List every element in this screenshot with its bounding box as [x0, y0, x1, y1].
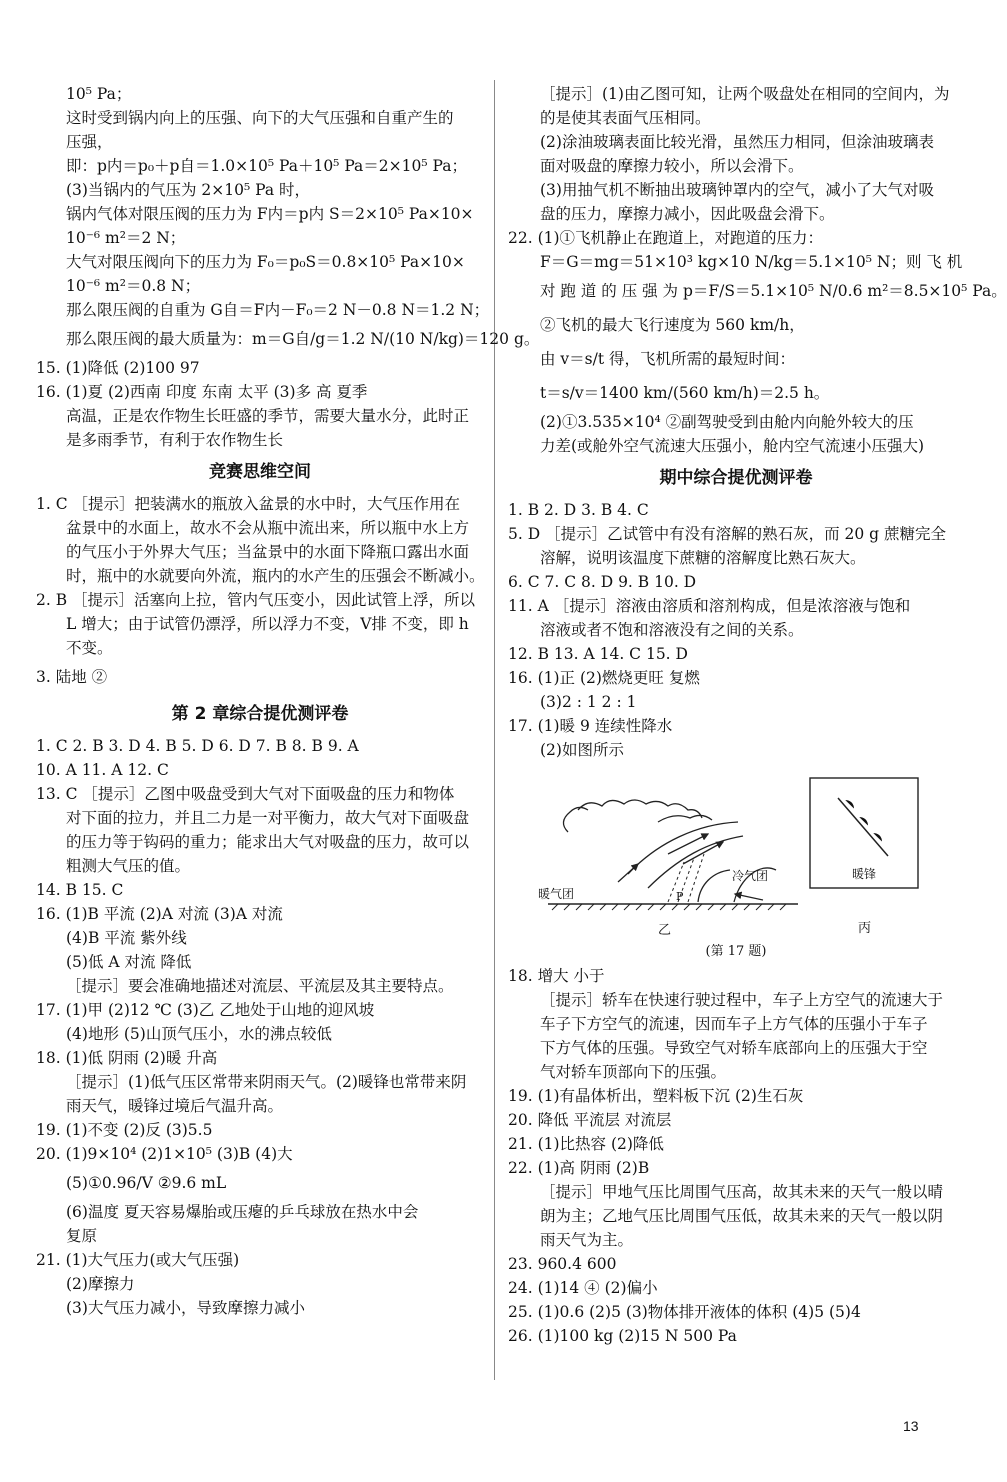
- answer-line: 的压力等于钩码的重力；能求出大气对吸盘的压力，故可以: [66, 833, 470, 851]
- weather-front-diagram: [508, 762, 964, 940]
- answer-line: 朗为主；乙地气压比周围气压低，故其未来的天气一般以阴: [540, 1207, 944, 1225]
- answer-line: 雨天气为主。: [540, 1231, 634, 1249]
- answer-line: 17. (1)暖 9 连续性降水: [508, 717, 673, 735]
- answer-line: 21. (1)大气压力(或大气压强): [36, 1251, 240, 1269]
- answer-line: 16. (1)B 平流 (2)A 对流 (3)A 对流: [36, 905, 283, 923]
- answer-line: 那么限压阀的自重为 G自＝F内－F₀＝2 N－0.8 N＝1.2 N；: [66, 301, 490, 319]
- answer-line: 由 v＝s/t 得，飞机所需的最短时间：: [540, 350, 796, 368]
- answer-line: 对下面的拉力，并且二力是一对平衡力，故大气对下面吸盘: [66, 809, 470, 827]
- answer-line: 压强，: [66, 133, 113, 151]
- answer-line: 车子下方空气的流速，因而车子上方气体的压强小于车子: [540, 1015, 928, 1033]
- answer-line: 1. C 2. B 3. D 4. B 5. D 6. D 7. B 8. B 9. A: [36, 737, 359, 755]
- answer-line: (2)①3.535×10⁴ ②副驾驶受到由舱内向舱外较大的压: [540, 413, 914, 431]
- answer-line: 20. 降低 平流层 对流层: [508, 1111, 672, 1129]
- answer-line: 11. A ［提示］溶液由溶质和溶剂构成，但是浓溶液与饱和: [508, 597, 911, 615]
- answer-line: 盆景中的水面上，故水不会从瓶中流出来，所以瓶中水上方: [66, 519, 470, 537]
- left-column: [36, 82, 540, 1320]
- answer-line: (5)①0.96/V ②9.6 mL: [66, 1174, 227, 1192]
- label-figure-yi: 乙: [658, 923, 672, 938]
- answer-line: 1. B 2. D 3. B 4. C: [508, 501, 649, 519]
- page-number: 13: [903, 1418, 919, 1434]
- answer-line: 12. B 13. A 14. C 15. D: [508, 645, 688, 663]
- answer-line: 这时受到锅内向上的压强、向下的大气压强和自重产生的: [66, 109, 454, 127]
- answer-line: 18. (1)低 阴雨 (2)暖 升高: [36, 1049, 218, 1067]
- label-figure-bing: 丙: [858, 921, 872, 936]
- answer-line: ［提示］要会准确地描述对流层、平流层及其主要特点。: [66, 977, 454, 995]
- answer-line: 面对吸盘的摩擦力较小，所以会滑下。: [540, 157, 804, 175]
- figure-caption: (第 17 题): [705, 944, 767, 959]
- answer-line: ［提示］甲地气压比周围气压高，故其未来的天气一般以晴: [540, 1183, 944, 1201]
- answer-line: 22. (1)高 阴雨 (2)B: [508, 1159, 650, 1177]
- label-cold-air-mass: 冷气团: [732, 869, 769, 883]
- answer-line: (2)摩擦力: [66, 1275, 135, 1293]
- answer-line: 3. 陆地 ②: [36, 668, 108, 686]
- answer-line: 10⁻⁶ m²＝0.8 N；: [66, 277, 201, 295]
- answer-line: 16. (1)夏 (2)西南 印度 东南 太平 (3)多 高 夏季: [36, 383, 368, 401]
- answer-line: 不变。: [66, 639, 113, 657]
- section-heading: 第 2 章综合提优测评卷: [171, 704, 349, 724]
- answer-line: (3)大气压力减小，导致摩擦力减小: [66, 1299, 305, 1317]
- answer-line: 力差(或舱外空气流速大压强小，舱内空气流速小压强大): [540, 437, 925, 455]
- answer-line: (6)温度 夏天容易爆胎或压瘪的乒乓球放在热水中会: [66, 1203, 419, 1221]
- weather-front-figure: [508, 762, 964, 940]
- section-heading-midterm: 期中综合提优测评卷: [659, 468, 813, 488]
- right-column: [508, 82, 1007, 1348]
- answer-line: ［提示］(1)由乙图可知，让两个吸盘处在相同的空间内，为: [540, 85, 950, 103]
- answer-line: 是多雨季节，有利于农作物生长: [66, 431, 284, 449]
- answer-line: 大气对限压阀向下的压力为 F₀＝p₀S＝0.8×10⁵ Pa×10×: [66, 253, 465, 271]
- answer-line: 即：p内＝p₀＋p自＝1.0×10⁵ Pa＋10⁵ Pa＝2×10⁵ Pa；: [66, 157, 467, 175]
- answer-line: (3)2 : 1 2 : 1: [540, 693, 637, 711]
- answer-line: (5)低 A 对流 降低: [66, 953, 192, 971]
- answer-line: 复原: [66, 1227, 98, 1245]
- answer-line: 粗测大气压的值。: [66, 857, 191, 875]
- answer-line: 15. (1)降低 (2)100 97: [36, 359, 200, 377]
- answer-line: F＝G＝mg＝51×10³ kg×10 N/kg＝5.1×10⁵ N；则 飞 机: [540, 253, 963, 271]
- answer-line: 26. (1)100 kg (2)15 N 500 Pa: [508, 1327, 737, 1345]
- answer-line: 气对轿车顶部向下的压强。: [540, 1063, 727, 1081]
- answer-line: 22. (1)①飞机静止在跑道上，对跑道的压力：: [508, 229, 824, 247]
- right-bottom-block: [508, 964, 964, 1348]
- answer-line: 10⁻⁶ m²＝2 N；: [66, 229, 186, 247]
- answer-line: 18. 增大 小于: [508, 967, 605, 985]
- answer-line: (2)涂油玻璃表面比较光滑，虽然压力相同，但涂油玻璃表: [540, 133, 934, 151]
- answer-line: 24. (1)14 ④ (2)偏小: [508, 1279, 658, 1297]
- answer-line: 溶液或者不饱和溶液没有之间的关系。: [540, 621, 804, 639]
- answer-line: 的气压小于外界大气压；当盆景中的水面下降瓶口露出水面: [66, 543, 470, 561]
- answer-line: t＝s/v＝1400 km/(560 km/h)＝2.5 h。: [540, 384, 830, 402]
- answer-line: 对 跑 道 的 压 强 为 p＝F/S＝5.1×10⁵ N/0.6 m²＝8.5×10⁵ Pa。: [540, 282, 1007, 300]
- answer-line: (2)如图所示: [540, 741, 624, 759]
- answer-line: (4)B 平流 紫外线: [66, 929, 187, 947]
- answer-line: 21. (1)比热容 (2)降低: [508, 1135, 664, 1153]
- label-point-p: P: [676, 890, 684, 903]
- answer-line: 雨天气，暖锋过境后气温升高。: [66, 1097, 284, 1115]
- answer-line: 的是使其表面气压相同。: [540, 109, 711, 127]
- section-heading: 竞赛思维空间: [209, 462, 311, 482]
- answer-line: 17. (1)甲 (2)12 ℃ (3)乙 乙地处于山地的迎风坡: [36, 1001, 375, 1019]
- answer-line: L 增大；由于试管仍漂浮，所以浮力不变，V排 不变，即 h: [66, 615, 469, 633]
- answer-line: 25. (1)0.6 (2)5 (3)物体排开液体的体积 (4)5 (5)4: [508, 1303, 861, 1321]
- answer-line: 6. C 7. C 8. D 9. B 10. D: [508, 573, 697, 591]
- answer-line: 14. B 15. C: [36, 881, 124, 899]
- answer-line: (3)用抽气机不断抽出玻璃钟罩内的空气，减小了大气对吸: [540, 181, 934, 199]
- answer-line: 19. (1)不变 (2)反 (3)5.5: [36, 1121, 213, 1139]
- answer-line: 溶解，说明该温度下蔗糖的溶解度比熟石灰大。: [540, 549, 866, 567]
- answer-line: 20. (1)9×10⁴ (2)1×10⁵ (3)B (4)大: [36, 1145, 293, 1163]
- answer-line: 高温，正是农作物生长旺盛的季节，需要大量水分，此时正: [66, 407, 470, 425]
- answer-line: ［提示］(1)低气压区常带来阴雨天气。(2)暖锋也常带来阴: [66, 1073, 467, 1091]
- answer-line: (4)地形 (5)山顶气压小，水的沸点较低: [66, 1025, 332, 1043]
- label-warm-air-mass: 暖气团: [538, 887, 575, 901]
- answer-line: 下方气体的压强。导致空气对轿车底部向上的压强大于空: [540, 1039, 928, 1057]
- answer-line: 那么限压阀的最大质量为：m＝G自/g＝1.2 N/(10 N/kg)＝120 g。: [66, 330, 540, 348]
- answer-line: (3)当锅内的气压为 2×10⁵ Pa 时，: [66, 181, 310, 199]
- answer-line: 16. (1)正 (2)燃烧更旺 复燃: [508, 669, 700, 687]
- answer-line: 13. C ［提示］乙图中吸盘受到大气对下面吸盘的压力和物体: [36, 785, 455, 803]
- right-top-block: [508, 82, 1007, 458]
- answer-line: 锅内气体对限压阀的压力为 F内＝p内 S＝2×10⁵ Pa×10×: [66, 205, 474, 223]
- right-mid-block: [508, 498, 964, 762]
- answer-line: 19. (1)有晶体析出，塑料板下沉 (2)生石灰: [508, 1087, 804, 1105]
- answer-line: 1. C ［提示］把装满水的瓶放入盆景的水中时，大气压作用在: [36, 495, 461, 513]
- answer-line: ［提示］轿车在快速行驶过程中，车子上方空气的流速大于: [540, 991, 944, 1009]
- answer-line: 盘的压力，摩擦力减小，因此吸盘会滑下。: [540, 205, 835, 223]
- answer-line: 5. D ［提示］乙试管中有没有溶解的熟石灰，而 20 g 蔗糖完全: [508, 525, 946, 543]
- label-warm-front: 暖锋: [852, 867, 877, 881]
- answer-line: 23. 960.4 600: [508, 1255, 617, 1273]
- answer-line: ②飞机的最大飞行速度为 560 km/h，: [540, 316, 805, 334]
- answer-line: 2. B ［提示］活塞向上拉，管内气压变小，因此试管上浮，所以: [36, 591, 476, 609]
- answer-line: 时，瓶中的水就要向外流，瓶内的水产生的压强会不断减小。: [66, 567, 485, 585]
- column-divider: [494, 80, 495, 1380]
- answer-line: 10⁵ Pa；: [66, 85, 132, 103]
- answer-line: 10. A 11. A 12. C: [36, 761, 169, 779]
